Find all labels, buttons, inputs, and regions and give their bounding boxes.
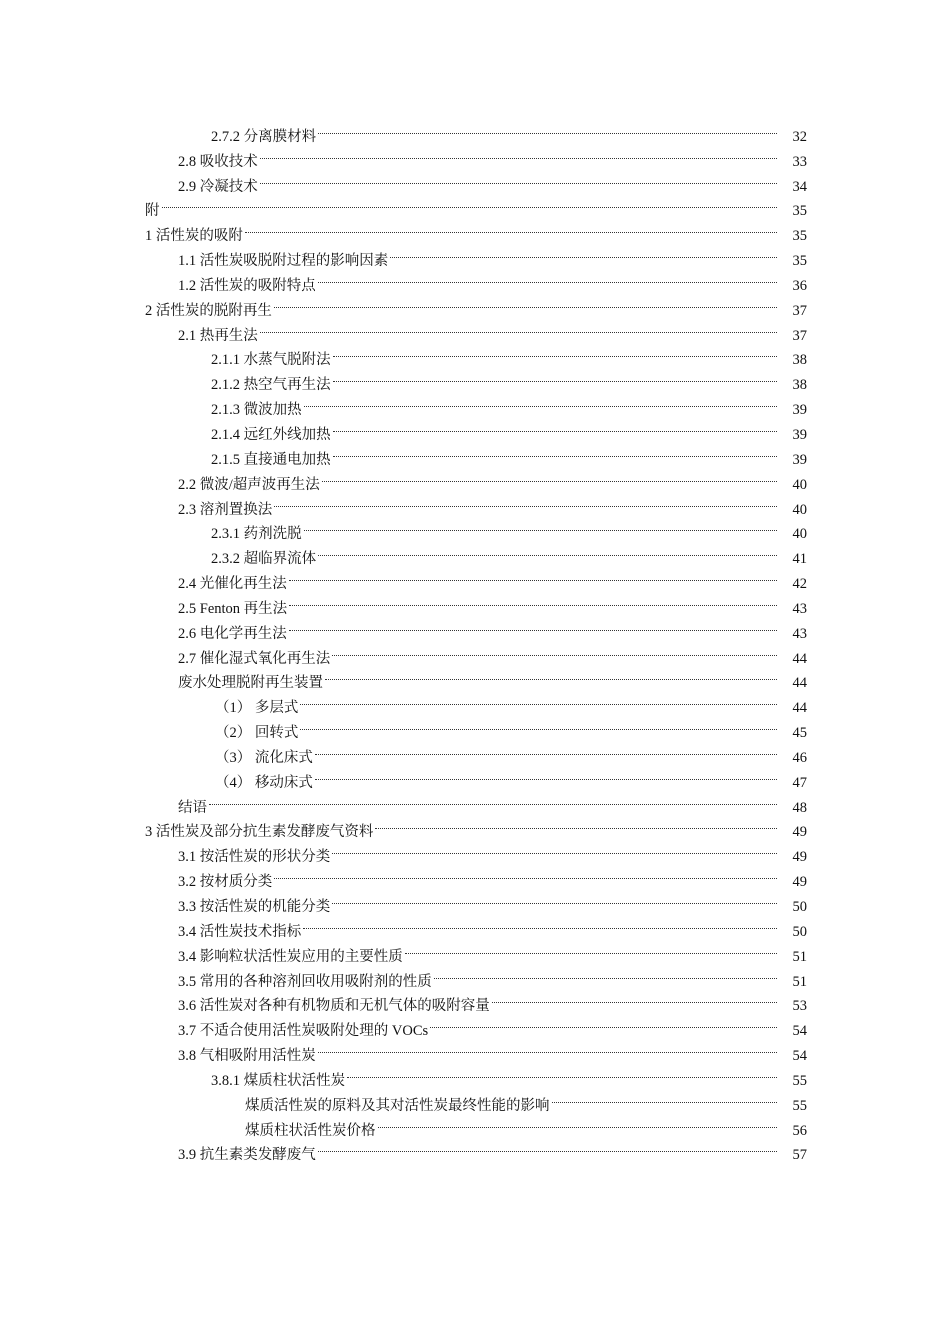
table-of-contents <box>145 116 807 1164</box>
toc-entry[interactable] <box>145 215 807 245</box>
toc-page-number: 39 <box>792 451 807 468</box>
toc-entry-title: 3.4 活性炭技术指标 <box>178 923 302 940</box>
toc-page-number: 32 <box>792 128 807 145</box>
toc-dot-leader <box>332 836 777 861</box>
toc-dot-leader <box>318 538 777 563</box>
toc-entry-title: 3.1 按活性炭的形状分类 <box>178 849 331 866</box>
toc-page-number: 40 <box>792 501 807 518</box>
toc-page-number: 55 <box>792 1072 807 1089</box>
toc-entry-title: （1） 多层式 <box>215 700 299 717</box>
toc-page-number: 38 <box>792 352 807 369</box>
toc-entry-title: 3.8.1 煤质柱状活性炭 <box>211 1072 346 1089</box>
toc-entry-title: 1.1 活性炭吸脱附过程的影响因素 <box>178 253 389 270</box>
toc-page-number: 55 <box>792 1097 807 1114</box>
toc-dot-leader <box>318 265 777 290</box>
toc-dot-leader <box>333 439 777 464</box>
toc-dot-leader <box>332 638 777 663</box>
toc-entry-title: 3.4 影响粒状活性炭应用的主要性质 <box>178 948 403 965</box>
toc-page-number: 37 <box>792 302 807 319</box>
toc-page-number: 33 <box>792 153 807 170</box>
toc-entry-title: 2.1.5 直接通电加热 <box>211 451 331 468</box>
toc-page-number: 34 <box>792 178 807 195</box>
toc-entry-title: 2.7 催化湿式氧化再生法 <box>178 650 331 667</box>
toc-page-number: 53 <box>792 998 807 1015</box>
toc-page-number: 40 <box>792 476 807 493</box>
toc-dot-leader <box>274 861 777 886</box>
toc-dot-leader <box>274 489 777 514</box>
toc-page-number: 41 <box>792 551 807 568</box>
toc-entry-title: 2.4 光催化再生法 <box>178 576 287 593</box>
toc-entry-title: （4） 移动床式 <box>215 774 313 791</box>
toc-entry-title: 3.7 不适合使用活性炭吸附处理的 VOCs <box>178 1023 429 1040</box>
toc-entry-title: 2.1.3 微波加热 <box>211 402 302 419</box>
toc-page-number: 44 <box>792 700 807 717</box>
toc-page-number: 35 <box>792 203 807 220</box>
toc-dot-leader <box>434 961 777 986</box>
toc-entry[interactable] <box>145 191 807 220</box>
toc-entry-title: 结语 <box>178 799 207 816</box>
toc-dot-leader <box>245 215 777 240</box>
toc-dot-leader <box>303 911 777 936</box>
toc-page-number: 48 <box>792 799 807 816</box>
toc-entry-title: 2.7.2 分离膜材料 <box>211 128 317 145</box>
toc-entry[interactable] <box>145 240 807 270</box>
toc-dot-leader <box>300 712 777 737</box>
toc-entry-title: 附 <box>145 203 160 220</box>
toc-dot-leader <box>260 166 777 191</box>
toc-entry-title: 1.2 活性炭的吸附特点 <box>178 277 316 294</box>
toc-entry-title: 废水处理脱附再生装置 <box>178 675 323 692</box>
toc-entry-title: 3.3 按活性炭的机能分类 <box>178 899 331 915</box>
toc-page-number: 36 <box>792 277 807 294</box>
toc-dot-leader <box>378 1110 778 1135</box>
toc-dot-leader <box>304 389 777 414</box>
toc-dot-leader <box>315 762 777 787</box>
toc-page-number: 47 <box>792 774 807 791</box>
toc-dot-leader <box>304 514 777 539</box>
toc-page-number: 54 <box>792 1023 807 1040</box>
toc-dot-leader <box>322 464 777 489</box>
toc-dot-leader <box>552 1085 778 1110</box>
toc-page-number: 38 <box>792 377 807 394</box>
toc-entry-title: 2.1.4 远红外线加热 <box>211 426 331 443</box>
toc-entry-title: 2.8 吸收技术 <box>178 153 258 170</box>
toc-page-number: 54 <box>792 1048 807 1065</box>
toc-entry-title: 2.3.1 药剂洗脱 <box>211 526 302 543</box>
toc-dot-leader <box>390 240 777 265</box>
toc-dot-leader <box>260 315 777 340</box>
toc-entry-title: 2.3.2 超临界流体 <box>211 551 317 568</box>
toc-page-number: 42 <box>792 576 807 593</box>
toc-page-number: 37 <box>792 327 807 344</box>
toc-page-number: 56 <box>792 1122 807 1139</box>
toc-dot-leader <box>492 986 777 1011</box>
toc-entry-title: 煤质柱状活性炭价格 <box>245 1122 376 1139</box>
toc-page-number: 51 <box>792 948 807 965</box>
toc-dot-leader <box>318 1035 777 1060</box>
toc-page-number: 50 <box>792 923 807 940</box>
toc-dot-leader <box>333 414 777 439</box>
toc-entry-title: 3.5 常用的各种溶剂回收用吸附剂的性质 <box>178 973 432 990</box>
toc-dot-leader <box>333 364 777 389</box>
toc-entry-title: 2.1 热再生法 <box>178 327 258 344</box>
toc-page-number: 49 <box>792 874 807 891</box>
toc-entry-title: 2.1.2 热空气再生法 <box>211 377 331 394</box>
toc-page-number: 46 <box>792 749 807 766</box>
toc-entry-title: 煤质活性炭的原料及其对活性炭最终性能的影响 <box>245 1097 550 1114</box>
toc-entry-title: 3.8 气相吸附用活性炭 <box>178 1048 316 1065</box>
toc-dot-leader <box>325 663 777 688</box>
toc-dot-leader <box>318 116 777 141</box>
toc-entry-title: （3） 流化床式 <box>215 749 313 766</box>
toc-page-number: 39 <box>792 402 807 419</box>
toc-entry-title: 3.6 活性炭对各种有机物质和无机气体的吸附容量 <box>178 998 490 1015</box>
toc-entry-title: （2） 回转式 <box>215 725 299 742</box>
toc-page-number: 49 <box>792 824 807 841</box>
toc-page-number: 35 <box>792 228 807 245</box>
toc-page-number: 43 <box>792 600 807 617</box>
toc-dot-leader <box>162 191 778 216</box>
toc-entry-title: 2.1.1 水蒸气脱附法 <box>211 352 331 369</box>
toc-entry[interactable] <box>145 787 807 816</box>
toc-entry[interactable] <box>145 812 807 841</box>
toc-dot-leader <box>289 613 777 638</box>
toc-dot-leader <box>332 886 777 911</box>
toc-page-number: 44 <box>792 650 807 667</box>
toc-dot-leader <box>333 340 777 365</box>
toc-entry-title: 3.9 抗生素类发酵废气 <box>178 1147 316 1164</box>
toc-page-number: 39 <box>792 426 807 443</box>
toc-page-number: 40 <box>792 526 807 543</box>
toc-entry-title: 2.2 微波/超声波再生法 <box>178 476 320 493</box>
toc-entry-title: 2.6 电化学再生法 <box>178 625 287 642</box>
toc-entry-title: 2 活性炭的脱附再生 <box>145 302 272 319</box>
toc-page-number: 50 <box>792 899 807 915</box>
toc-page-number: 49 <box>792 849 807 866</box>
toc-entry[interactable] <box>145 116 807 145</box>
toc-page-number: 35 <box>792 253 807 270</box>
toc-dot-leader <box>209 787 777 812</box>
toc-page-number: 44 <box>792 675 807 692</box>
toc-dot-leader <box>375 812 777 837</box>
toc-dot-leader <box>260 141 777 166</box>
toc-entry-title: 2.5 Fenton 再生法 <box>178 600 288 617</box>
toc-dot-leader <box>289 563 777 588</box>
toc-dot-leader <box>405 936 777 961</box>
toc-dot-leader <box>430 1010 777 1035</box>
toc-entry-title: 3 活性炭及部分抗生素发酵废气资料 <box>145 824 374 841</box>
toc-page-number: 57 <box>792 1147 807 1164</box>
toc-dot-leader <box>347 1060 777 1085</box>
toc-entry-title: 3.2 按材质分类 <box>178 874 273 891</box>
toc-entry-title: 2.3 溶剂置换法 <box>178 501 273 518</box>
toc-dot-leader <box>318 1135 777 1160</box>
toc-page-number: 51 <box>792 973 807 990</box>
toc-dot-leader <box>300 687 777 712</box>
toc-page-number: 45 <box>792 725 807 742</box>
toc-entry-title: 1 活性炭的吸附 <box>145 228 243 245</box>
toc-dot-leader <box>315 737 777 762</box>
toc-dot-leader <box>289 588 777 613</box>
toc-page-number: 43 <box>792 625 807 642</box>
toc-dot-leader <box>274 290 777 315</box>
toc-entry-title: 2.9 冷凝技术 <box>178 178 258 195</box>
